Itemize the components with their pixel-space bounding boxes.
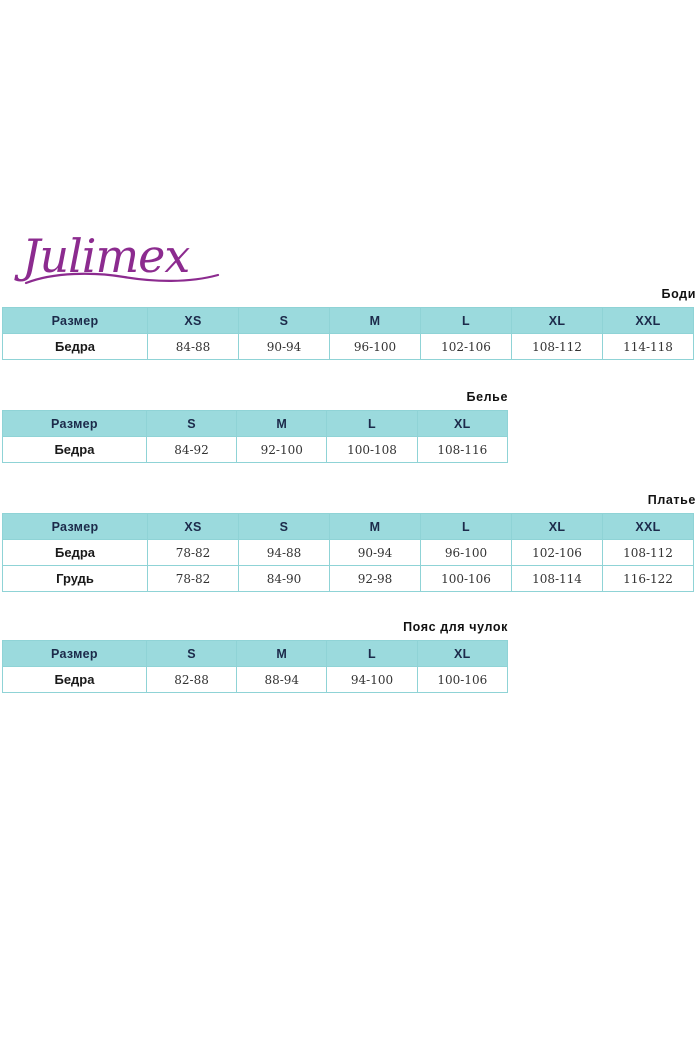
row-label: Бедра (3, 437, 147, 463)
table-cell: 92-98 (330, 566, 421, 592)
column-header: Размер (3, 308, 148, 334)
size-table-dress (2, 513, 694, 592)
column-header: L (421, 308, 512, 334)
row-label: Бедра (3, 667, 147, 693)
table-cell: 90-94 (239, 334, 330, 360)
table-row (3, 566, 694, 592)
table-cell: 114-118 (603, 334, 694, 360)
table-cell: 96-100 (330, 334, 421, 360)
table-cell: 82-88 (146, 667, 236, 693)
table-header-row (3, 641, 508, 667)
table-caption-dress: Платье (647, 493, 696, 507)
row-label: Бедра (3, 540, 148, 566)
column-header: XS (148, 308, 239, 334)
table-header-row (3, 514, 694, 540)
column-header: S (239, 308, 330, 334)
column-header: XL (512, 514, 603, 540)
column-header: XXL (603, 308, 694, 334)
table-row (3, 334, 694, 360)
table-caption-garter-belt: Пояс для чулок (403, 620, 508, 634)
row-label: Грудь (3, 566, 148, 592)
table-cell: 100-106 (417, 667, 507, 693)
table-cell: 94-88 (239, 540, 330, 566)
table-row (3, 437, 508, 463)
column-header: S (146, 641, 236, 667)
table-cell: 84-88 (148, 334, 239, 360)
table-cell: 102-106 (421, 334, 512, 360)
table-row (3, 667, 508, 693)
column-header: M (330, 514, 421, 540)
column-header: XL (512, 308, 603, 334)
column-header: XXL (603, 514, 694, 540)
table-cell: 108-114 (512, 566, 603, 592)
table-cell: 116-122 (603, 566, 694, 592)
column-header: XL (417, 641, 507, 667)
table-cell: 92-100 (237, 437, 327, 463)
table-cell: 102-106 (512, 540, 603, 566)
column-header: XL (417, 411, 507, 437)
table-cell: 108-112 (603, 540, 694, 566)
size-table-block-body (2, 286, 696, 360)
brand-name: Julimex (22, 229, 190, 283)
table-cell: 94-100 (327, 667, 417, 693)
table-header-row (3, 411, 508, 437)
size-table-block-garter-belt (2, 619, 508, 693)
row-label: Бедра (3, 334, 148, 360)
table-cell: 84-90 (239, 566, 330, 592)
column-header: Размер (3, 641, 147, 667)
size-table-body (2, 307, 694, 360)
table-cell: 108-112 (512, 334, 603, 360)
column-header: S (239, 514, 330, 540)
column-header: M (237, 411, 327, 437)
julimex-logo (22, 228, 242, 290)
table-cell: 84-92 (146, 437, 236, 463)
table-caption-body: Боди (661, 287, 696, 301)
table-row (3, 540, 694, 566)
column-header: M (330, 308, 421, 334)
table-cell: 100-108 (327, 437, 417, 463)
table-cell: 96-100 (421, 540, 512, 566)
table-cell: 90-94 (330, 540, 421, 566)
table-cell: 78-82 (148, 540, 239, 566)
column-header: Размер (3, 514, 148, 540)
table-caption-underwear: Белье (466, 390, 508, 404)
column-header: M (237, 641, 327, 667)
size-table-underwear (2, 410, 508, 463)
table-cell: 88-94 (237, 667, 327, 693)
column-header: XS (148, 514, 239, 540)
column-header: L (327, 411, 417, 437)
table-cell: 78-82 (148, 566, 239, 592)
column-header: L (327, 641, 417, 667)
table-cell: 108-116 (417, 437, 507, 463)
table-cell: 100-106 (421, 566, 512, 592)
column-header: S (146, 411, 236, 437)
size-table-garter-belt (2, 640, 508, 693)
size-table-block-underwear (2, 389, 508, 463)
table-header-row (3, 308, 694, 334)
column-header: L (421, 514, 512, 540)
size-table-block-dress (2, 492, 696, 592)
column-header: Размер (3, 411, 147, 437)
